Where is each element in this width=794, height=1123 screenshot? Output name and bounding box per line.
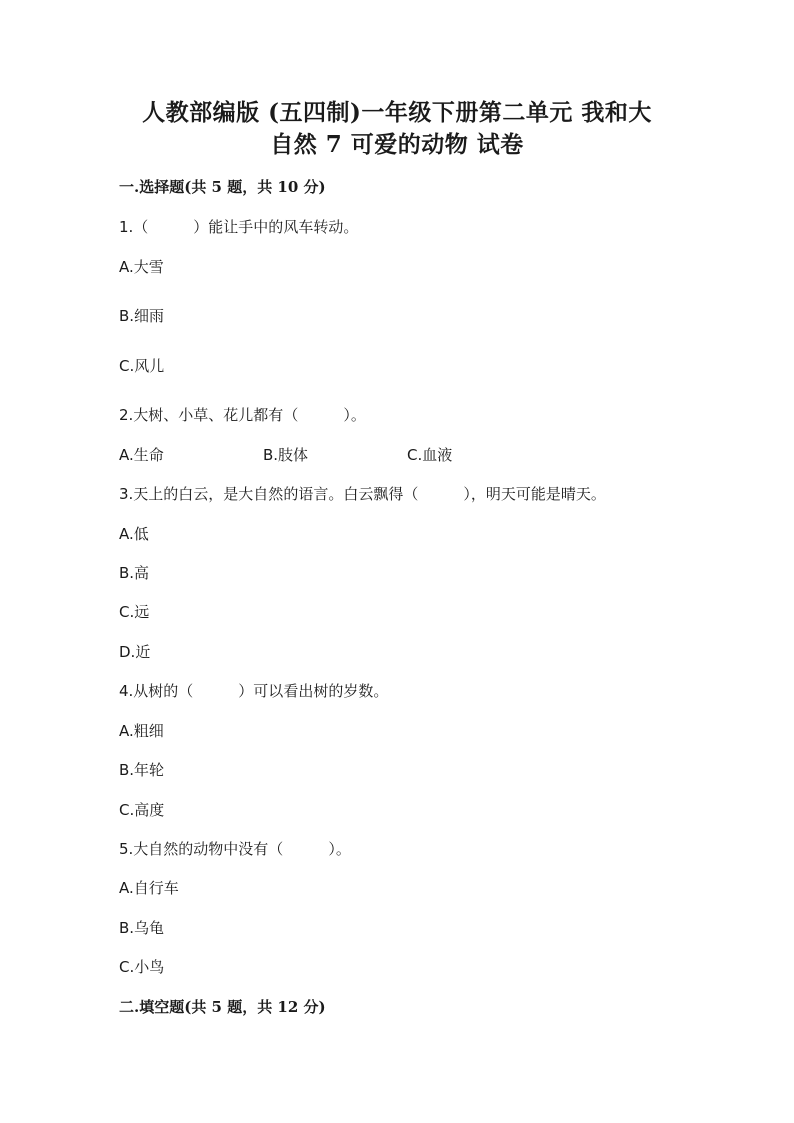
question-2-option-c: C.血液 [407, 446, 453, 464]
exam-title-line-1: 人教部编版 (五四制)一年级下册第二单元 我和大 [142, 99, 652, 126]
section-heading-fill-blank: 二.填空题(共 5 题，共 12 分) [119, 998, 326, 1016]
question-3-option-c: C.远 [119, 603, 150, 621]
question-4-option-c: C.高度 [119, 801, 165, 819]
question-2-option-b: B.肢体 [263, 446, 309, 464]
question-1-option-b: B.细雨 [119, 307, 165, 325]
question-5-stem: 5.大自然的动物中没有（ ）。 [119, 840, 351, 858]
question-4-option-a: A.粗细 [119, 722, 164, 740]
question-1-option-a: A.大雪 [119, 258, 164, 276]
exam-title-line-2: 自然 7 可爱的动物 试卷 [270, 131, 524, 158]
question-2-stem: 2.大树、小草、花儿都有（ ）。 [119, 406, 366, 424]
question-2-options [119, 445, 719, 465]
question-1-option-c: C.风儿 [119, 357, 165, 375]
question-3-option-d: D.近 [119, 643, 151, 661]
question-3-stem: 3.天上的白云，是大自然的语言。白云飘得（ ），明天可能是晴天。 [119, 485, 606, 503]
question-4-option-b: B.年轮 [119, 761, 165, 779]
question-4-stem: 4.从树的（ ）可以看出树的岁数。 [119, 682, 389, 700]
question-3-option-b: B.高 [119, 564, 150, 582]
question-5-option-a: A.自行车 [119, 879, 179, 897]
section-heading-choice: 一.选择题(共 5 题，共 10 分) [119, 178, 326, 196]
question-3-option-a: A.低 [119, 525, 149, 543]
question-1-stem: 1.（ ）能让手中的风车转动。 [119, 218, 359, 236]
question-5-option-b: B.乌龟 [119, 919, 165, 937]
question-2-option-a: A.生命 [119, 446, 164, 464]
question-5-option-c: C.小鸟 [119, 958, 165, 976]
